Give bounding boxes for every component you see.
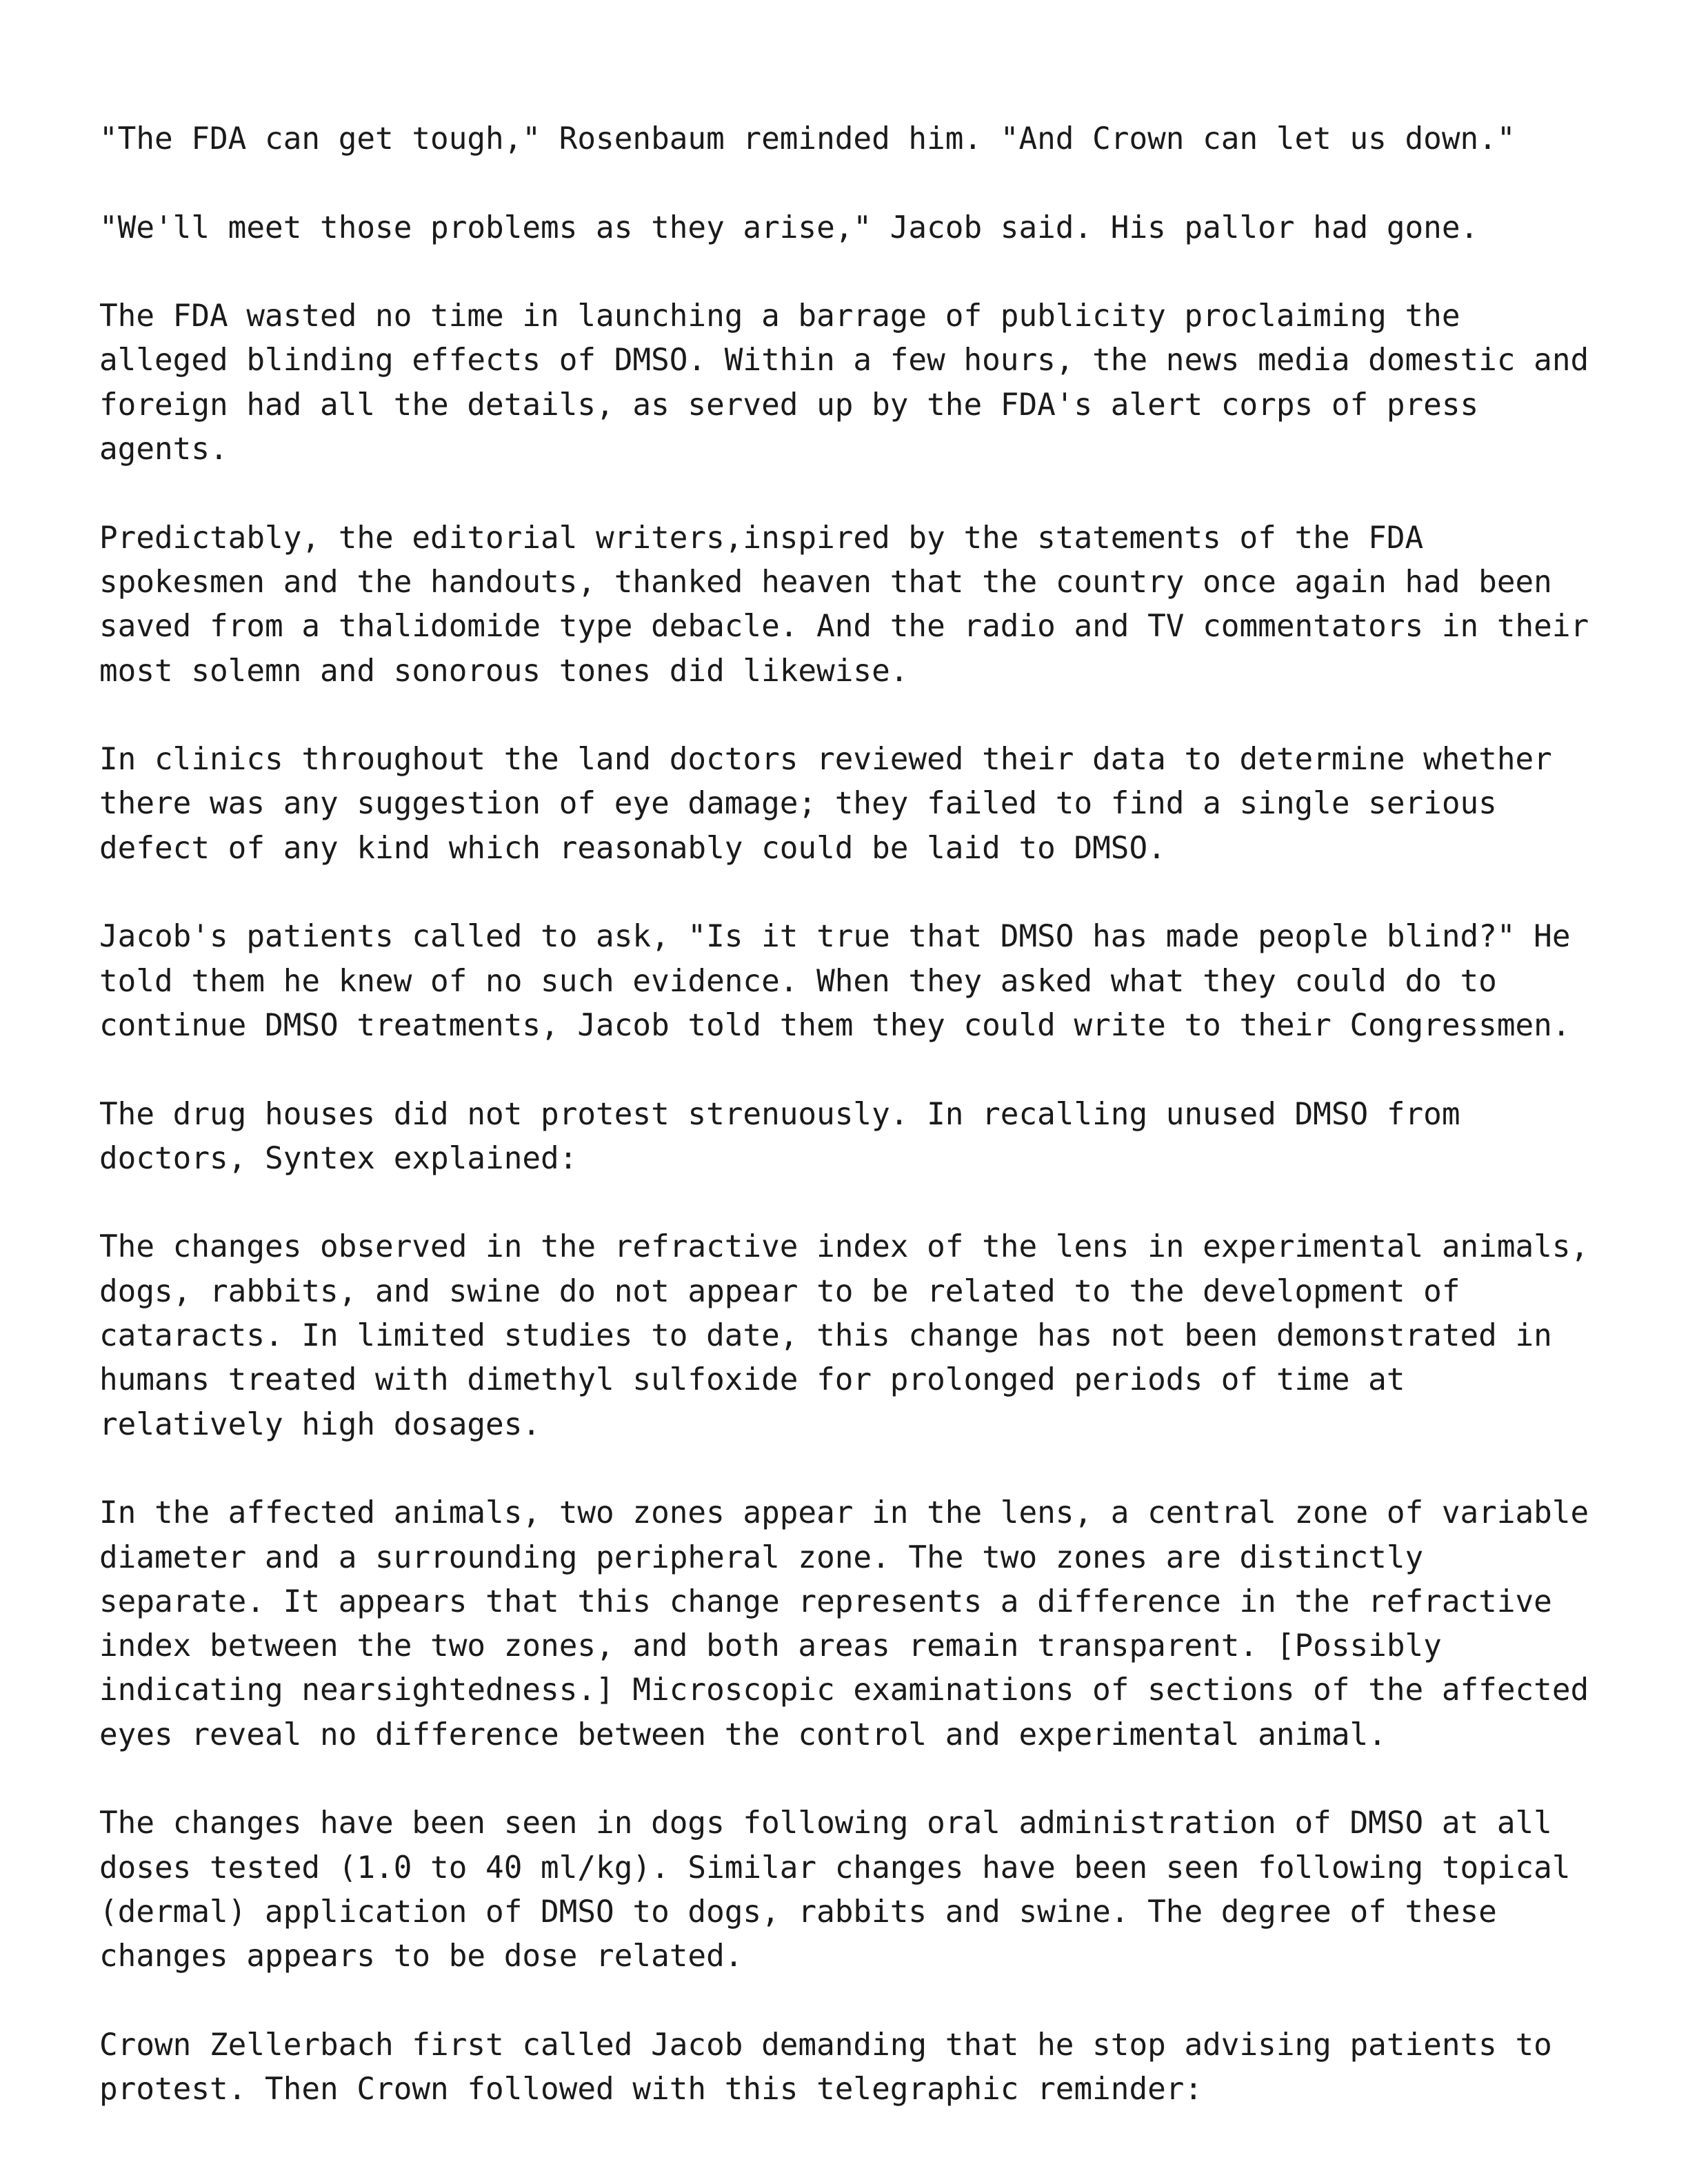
text-line: Crown Zellerbach first called Jacob demanding that he stop advising patients to [99, 2027, 1552, 2063]
text-line: The changes observed in the refractive index of the lens in experimental animals, [99, 1229, 1589, 1265]
text-line: doctors, Syntex explained: [99, 1140, 578, 1176]
text-line: Predictably, the editorial writers,inspired by the statements of the FDA [99, 520, 1424, 556]
text-line: relatively high dosages. [99, 1406, 541, 1442]
text-line: (dermal) application of DMSO to dogs, rabbits and swine. The degree of these [99, 1894, 1497, 1930]
text-line: index between the two zones, and both areas remain transparent. [Possibly [99, 1628, 1442, 1664]
text-line: separate. It appears that this change represents a difference in the refractive [99, 1584, 1552, 1619]
paragraph-crown-zellerbach [99, 2023, 1602, 2112]
text-line: alleged blinding effects of DMSO. Within a few hours, the news media domestic and [99, 343, 1589, 378]
text-line: continue DMSO treatments, Jacob told them they could write to their Congressmen. [99, 1007, 1571, 1043]
text-line: told them he knew of no such evidence. When they asked what they could do to [99, 963, 1497, 999]
text-line: protest. Then Crown followed with this telegraphic reminder: [99, 2072, 1203, 2107]
text-line: eyes reveal no difference between the control and experimental animal. [99, 1717, 1387, 1752]
text-line: "The FDA can get tough," Rosenbaum reminded him. "And Crown can let us down." [99, 121, 1516, 156]
paragraph-meet-problems [99, 206, 1602, 250]
text-line: "We'll meet those problems as they arise," Jacob said. His pallor had gone. [99, 210, 1479, 245]
text-line: saved from a thalidomide type debacle. And the radio and TV commentators in their [99, 609, 1589, 645]
text-line: most solemn and sonorous tones did likewise. [99, 653, 909, 689]
text-line: humans treated with dimethyl sulfoxide for prolonged periods of time at [99, 1362, 1405, 1398]
text-line: defect of any kind which reasonably could be laid to DMSO. [99, 830, 1166, 866]
text-line: spokesmen and the handouts, thanked heaven that the country once again had been [99, 564, 1552, 600]
paragraph-dose-changes [99, 1801, 1602, 1979]
paragraph-clinics [99, 738, 1602, 871]
paragraph-editorial-writers [99, 516, 1602, 694]
text-line: doses tested (1.0 to 40 ml/kg). Similar changes have been seen following topical [99, 1850, 1571, 1885]
text-line: foreign had all the details, as served up by the FDA's alert corps of press [99, 387, 1479, 423]
paragraph-fda-publicity [99, 294, 1602, 472]
text-line: Jacob's patients called to ask, "Is it true that DMSO has made people blind?" He [99, 919, 1571, 955]
text-line: changes appears to be dose related. [99, 1939, 743, 1974]
text-line: In clinics throughout the land doctors reviewed their data to determine whether [99, 742, 1552, 778]
text-line: agents. [99, 432, 228, 467]
paragraph-syntex-changes [99, 1225, 1602, 1446]
text-line: The changes have been seen in dogs following oral administration of DMSO at all [99, 1806, 1552, 1841]
text-line: there was any suggestion of eye damage; they failed to find a single serious [99, 786, 1497, 822]
text-line: The drug houses did not protest strenuously. In recalling unused DMSO from [99, 1096, 1460, 1132]
text-line: In the affected animals, two zones appear in the lens, a central zone of variable [99, 1495, 1589, 1531]
paragraph-drug-houses [99, 1093, 1602, 1182]
document-page [99, 117, 1602, 2156]
text-line: indicating nearsightedness.] Microscopic examinations of sections of the affected [99, 1672, 1589, 1708]
text-line: dogs, rabbits, and swine do not appear to be related to the development of [99, 1273, 1460, 1309]
paragraph-jacob-patients [99, 915, 1602, 1048]
text-line: cataracts. In limited studies to date, this change has not been demonstrated in [99, 1318, 1552, 1354]
paragraph-fda-tough [99, 117, 1602, 161]
paragraph-affected-animals [99, 1491, 1602, 1757]
text-line: The FDA wasted no time in launching a barrage of publicity proclaiming the [99, 299, 1460, 334]
text-line: diameter and a surrounding peripheral zone. The two zones are distinctly [99, 1539, 1424, 1575]
